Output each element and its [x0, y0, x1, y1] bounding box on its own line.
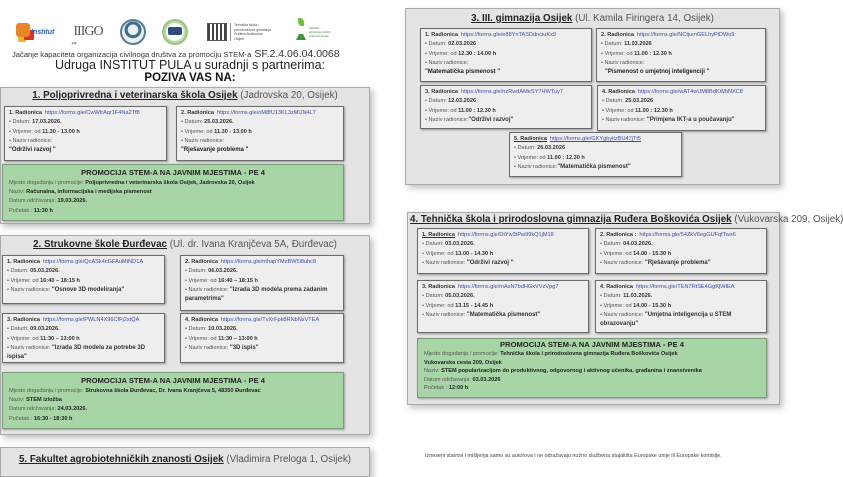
promo-name: Naziv: STEM popularizacijom do produktivnog, odgovornog i aktivnog učenika, građanina i znanstvenika	[424, 368, 702, 374]
school-title	[1, 90, 369, 101]
workshop-time: • Vrijeme: od 12.30 : 14.00 h	[425, 50, 587, 59]
workshop-label: 3. Radionica	[425, 89, 458, 95]
promo-date: Datum održavanja: 03.03.2026	[424, 376, 501, 383]
workshop-title: "Održivi razvoj "	[9, 147, 56, 154]
institut-logo-text: Institut	[31, 29, 55, 36]
institut-logo	[14, 21, 56, 43]
workshop-card	[420, 28, 592, 82]
project-text: Jačanje kapaciteta organizacija civilnoga društva za promociju STEM-a	[12, 50, 252, 59]
promo-heading: PROMOCIJA STEM-A NA JAVNIM MJESTIMA - PE 4	[81, 376, 265, 385]
workshop-link[interactable]: https://forms.gle/TEN7RtSE4GgKjWIEA	[635, 284, 735, 290]
workshop-time: • Vrijeme: od 16:40 – 18:15 h	[185, 277, 339, 286]
workshop-name: • Naziv radionice: "Primjena IKT-a u poučavanju"	[602, 116, 761, 125]
workshop-time: • Vrijeme: od 13.15 - 14.45 h	[422, 302, 584, 311]
promo-start: Početak : 16:30 - 18:30 h	[9, 415, 73, 422]
school-address: (Vukovarska 209, Osijek)	[734, 214, 843, 225]
workshop-name: • Naziv radionice:"Održivi razvoj"	[425, 116, 587, 125]
workshop-card	[420, 85, 592, 129]
eu-disclaimer: Izneseni stavovi i mišljenja samo su autorova i ne odražavaju nužno službena stajališta Europske unije ili Europske komisije.	[425, 453, 722, 459]
workshop-title: "Pismenost o umjetnoj inteligenciji "	[605, 69, 710, 76]
school-name: 5. Fakultet agrobiotehničkih znanosti Osijek	[18, 454, 224, 465]
workshop-link[interactable]: https://forms.gle/54ZkV6egGUFqfTws6	[639, 232, 736, 238]
workshop-card	[180, 313, 344, 363]
workshop-date: • Datum: 09.03.2026.	[7, 325, 160, 334]
workshop-card	[4, 106, 167, 161]
strukovne-skole-durdevac-logo	[160, 17, 190, 47]
school-title	[406, 13, 779, 24]
workshop-date: • Datum: 02.03.2026	[425, 40, 587, 49]
workshop-date: • Datum: 26.03.2026	[514, 144, 677, 153]
workshop-label: 4. Radionica	[185, 317, 218, 323]
promo-place: Mjesto događanja / promocije: Poljoprivredna i veterinarska škola Osijek, Jadrovska 20, Osijek	[9, 180, 255, 186]
workshop-date: • Datum: 03.03.2026.	[422, 240, 584, 249]
workshop-date: • Datum: 25.03.2026.	[181, 118, 339, 127]
workshop-date: • Datum: 11.03.2026	[601, 40, 761, 49]
workshop-label: 4. Radionica	[600, 284, 633, 290]
workshop-card	[597, 85, 766, 131]
workshop-time: • Vrijeme: od 11.00 : 12.30 h	[601, 50, 761, 59]
promo-name: Naziv: STEM izložba	[9, 397, 62, 404]
workshop-time: • Vrijeme: od 11.30 - 13.00 h	[9, 128, 162, 137]
iii-gimnazija-logo-text: IIIGO	[73, 24, 103, 39]
workshop-date: • Datum: 05.03.2026.	[422, 292, 584, 301]
book-icon	[168, 27, 182, 35]
workshop-link[interactable]: https://forms.gle/nzRwdAMeSY7HWTuy7	[460, 89, 564, 95]
workshop-name-label: • Naziv radionice:	[601, 59, 761, 68]
workshop-link[interactable]: https://forms.gle/CwWfrAqr1F4Na2Tf8	[44, 110, 140, 116]
workshop-link[interactable]: https://forms.gle/e88YnTASDdnciuKx9	[460, 32, 556, 38]
promo-name: Naziv: Računalna, informacijska i medijska pismenost	[9, 189, 152, 196]
workshop-time: • Vrijeme: od 11.30 - 13.00 h	[181, 128, 339, 137]
promo-start: Početak : 11:30 h	[9, 207, 53, 214]
right-page	[395, 0, 843, 470]
workshop-label: 2. Radionica	[185, 259, 218, 265]
promo-heading: PROMOCIJA STEM-A NA JAVNIM MJESTIMA - PE 4	[500, 340, 684, 349]
workshop-card	[509, 132, 682, 177]
workshop-label: 1. Radionica	[422, 232, 455, 238]
workshop-date: • Datum: 06.03.2026.	[185, 267, 339, 276]
workshop-date: • Datum: 11.03.2026.	[600, 292, 762, 301]
workshop-name-label: • Naziv radionice:	[181, 137, 339, 146]
workshop-label: 2. Radionica	[181, 110, 214, 116]
workshop-time: • Vrijeme: od 13.00 - 14.30 h	[422, 250, 584, 259]
workshop-name: • Naziv radionice: "Održivi razvoj "	[422, 259, 584, 268]
fakultet-agrobiotehnickih-logo	[288, 20, 338, 44]
left-page	[0, 0, 395, 470]
school-title	[1, 454, 369, 465]
workshop-card	[2, 313, 165, 363]
workshop-card	[596, 28, 766, 82]
workshop-time: • Vrijeme: od 11.00 : 12.30 h	[514, 154, 677, 163]
fakultet-logo-text: Fakultet agrobiotehničkih znanosti Osijek	[308, 26, 331, 38]
promo-place-address: Vukovarska cesta 209, Osijek	[424, 359, 502, 366]
partner-logos	[14, 18, 354, 46]
workshop-name: • Naziv radionice:"Matematička pismenost"	[514, 163, 677, 172]
promo-place: Mjesto događanja / promocije: Strukovna škola Đurđevac, Dr. Ivana Kranjčeva 5, 48350 Đurđevac	[9, 388, 261, 394]
workshop-title: "Rješavanje problema "	[181, 147, 249, 154]
workshop-time: • Vrijeme: od 16:40 – 18:15 h	[7, 277, 160, 286]
workshop-link[interactable]: https://forms.gle/GKYgbyitzBU47jTt5	[549, 136, 642, 142]
school-address: (Jadrovska 20, Osijek)	[240, 90, 338, 101]
workshop-name: • Naziv radionice: "Izrada 3D modela prema zadanim parametrima"	[185, 286, 339, 305]
promo-start: Početak : 12:00 h	[424, 385, 469, 391]
workshop-name: • Naziv radionice: "Umjetna inteligencija u STEM obrazovanju"	[600, 311, 762, 330]
iii-gimnazija-logo	[70, 21, 106, 43]
workshop-link[interactable]: https://forms.gle/QcASk4cGFAuMtND1A	[42, 259, 144, 265]
organizer-line: Udruga INSTITUT PULA u suradnji s partnerima:	[54, 58, 325, 72]
workshop-card	[595, 280, 767, 333]
flask-sprout-icon	[296, 24, 306, 40]
iii-gimnazija-logo-subtext: III. gimnazija Osijek	[72, 41, 76, 45]
school-title	[408, 214, 843, 225]
workshop-title: "Matematička pismenost "	[425, 69, 501, 76]
workshop-time: • Vrijeme: od 11.00 : 12.30 h	[602, 107, 761, 116]
promo-box	[417, 338, 767, 398]
school-panel-5	[0, 447, 370, 477]
school-name: 4. Tehnička škola i prirodoslovna gimnazija Ruđera Boškovića Osijek	[410, 214, 732, 225]
workshop-name: • Naziv radionice: "Rješavanje problema"	[600, 259, 762, 268]
workshop-time: • Vrijeme: od 14.00 - 15.30 h	[600, 302, 762, 311]
puzzle-icon	[16, 23, 30, 37]
promo-box	[2, 372, 344, 429]
school-address: (Ul. dr. Ivana Kranjčeva 5A, Đurđevac)	[169, 239, 337, 250]
workshop-label: 3. Radionica	[422, 284, 455, 290]
workshop-date: • Datum: 05.03.2026.	[7, 267, 160, 276]
school-crest-icon	[207, 23, 227, 41]
promo-box	[2, 164, 344, 221]
workshop-label: 2. Radionica	[601, 32, 634, 38]
workshop-link[interactable]: https://forms.gle/mAsN7bdHGxVVzVpg7	[457, 284, 559, 290]
workshop-name: • Naziv radionice: "Osnove 3D modeliranja"	[7, 286, 160, 295]
workshop-label: 4. Radionica	[602, 89, 635, 95]
workshop-date: • Datum: 17.03.2026.	[9, 118, 162, 127]
workshop-time: • Vrijeme: od 14.00 - 15.30 h	[600, 250, 762, 259]
school-name: 1. Poljoprivredna i veterinarska škola Osijek	[32, 90, 238, 101]
workshop-label: 1. Radionica	[7, 259, 40, 265]
workshop-card	[595, 228, 767, 274]
tehnicka-skola-logo-text: Tehnička škola i prirodoslovna gimnazija Ruđera Boškovića Osijek	[230, 23, 271, 41]
round-emblem-logo	[120, 19, 146, 45]
workshop-link[interactable]: https://forms.gle/TvXrFpk8RNbNsVTEA	[220, 317, 320, 323]
workshop-card	[417, 280, 589, 333]
workshop-time: • Vrijeme: od 11:30 – 13:00 h	[185, 335, 339, 344]
workshop-date: • Datum: 25.03.2026	[602, 97, 761, 106]
workshop-link[interactable]: https://forms.gle/NCtjumGELhyPiDWo9	[636, 32, 735, 38]
workshop-card	[2, 255, 165, 304]
workshop-link[interactable]: https://forms.gle/PWLN4X96CfFj2stQA	[42, 317, 140, 323]
workshop-date: • Datum: 12.03.2026	[425, 97, 587, 106]
workshop-date: • Datum: 04.03.2026.	[600, 240, 762, 249]
workshop-name: • Naziv radionice: "Matematička pismenost"	[422, 311, 584, 320]
workshop-card	[180, 255, 344, 311]
promo-date: Datum održavanja: 19.03.2026.	[9, 198, 88, 205]
promo-place: Mjesto događanja / promocije: Tehnička škola i prirodoslovna gimnazija Ruđera Boškovića Osijek	[424, 351, 678, 357]
school-address: (Ul. Kamila Firingera 14, Osijek)	[575, 13, 714, 24]
workshop-name: • Naziv radionice: "Izrada 3D modela za potrebe 3D ispisa"	[7, 344, 160, 363]
workshop-name-label: • Naziv radionice:	[9, 137, 162, 146]
workshop-label: 5. Radionica	[514, 136, 547, 142]
workshop-link[interactable]: https://forms.gle/oM8fU13KL3zMUN4L7	[216, 110, 316, 116]
promo-heading: PROMOCIJA STEM-A NA JAVNIM MJESTIMA - PE 4	[81, 168, 265, 177]
workshop-card	[176, 106, 344, 161]
workshop-date: • Datum: 10.03.2026.	[185, 325, 339, 334]
workshop-name: • Naziv radionice: "3D ispis"	[185, 344, 339, 353]
workshop-label: 2. Radionica :	[600, 232, 637, 238]
workshop-label: 3. Radionica	[7, 317, 40, 323]
promo-date: Datum održavanja: 24.03.2026.	[9, 406, 88, 413]
workshop-link[interactable]: https://forms.gle/nthapYMzBW5i8uhc8	[220, 259, 317, 265]
school-name: 2. Strukovne škole Đurđevac	[33, 239, 168, 250]
workshop-name-label: • Naziv radionice:	[425, 59, 587, 68]
workshop-label: 1. Radionica	[9, 110, 42, 116]
workshop-card	[417, 228, 589, 274]
workshop-link[interactable]: https://forms.gle/DtYw3tPw99kQ1jM18	[457, 232, 554, 238]
workshop-time: • Vrijeme: od 11.00 : 12.30 h	[425, 107, 587, 116]
school-title	[1, 239, 369, 250]
workshop-label: 1. Radionica	[425, 32, 458, 38]
tehnicka-skola-logo	[204, 20, 274, 44]
invite-heading: POZIVA VAS NA:	[144, 72, 236, 84]
school-address: (Vladimira Preloga 1, Osijek)	[226, 454, 352, 465]
workshop-link[interactable]: https://forms.gle/wAT4wUM8BdKWbNXC8	[637, 89, 743, 95]
school-name: 3. III. gimnazija Osijek	[471, 13, 573, 24]
project-code: SF.2.4.06.04.0068	[254, 48, 340, 60]
workshop-time: • Vrijeme: od 11:30 – 13:00 h	[7, 335, 160, 344]
